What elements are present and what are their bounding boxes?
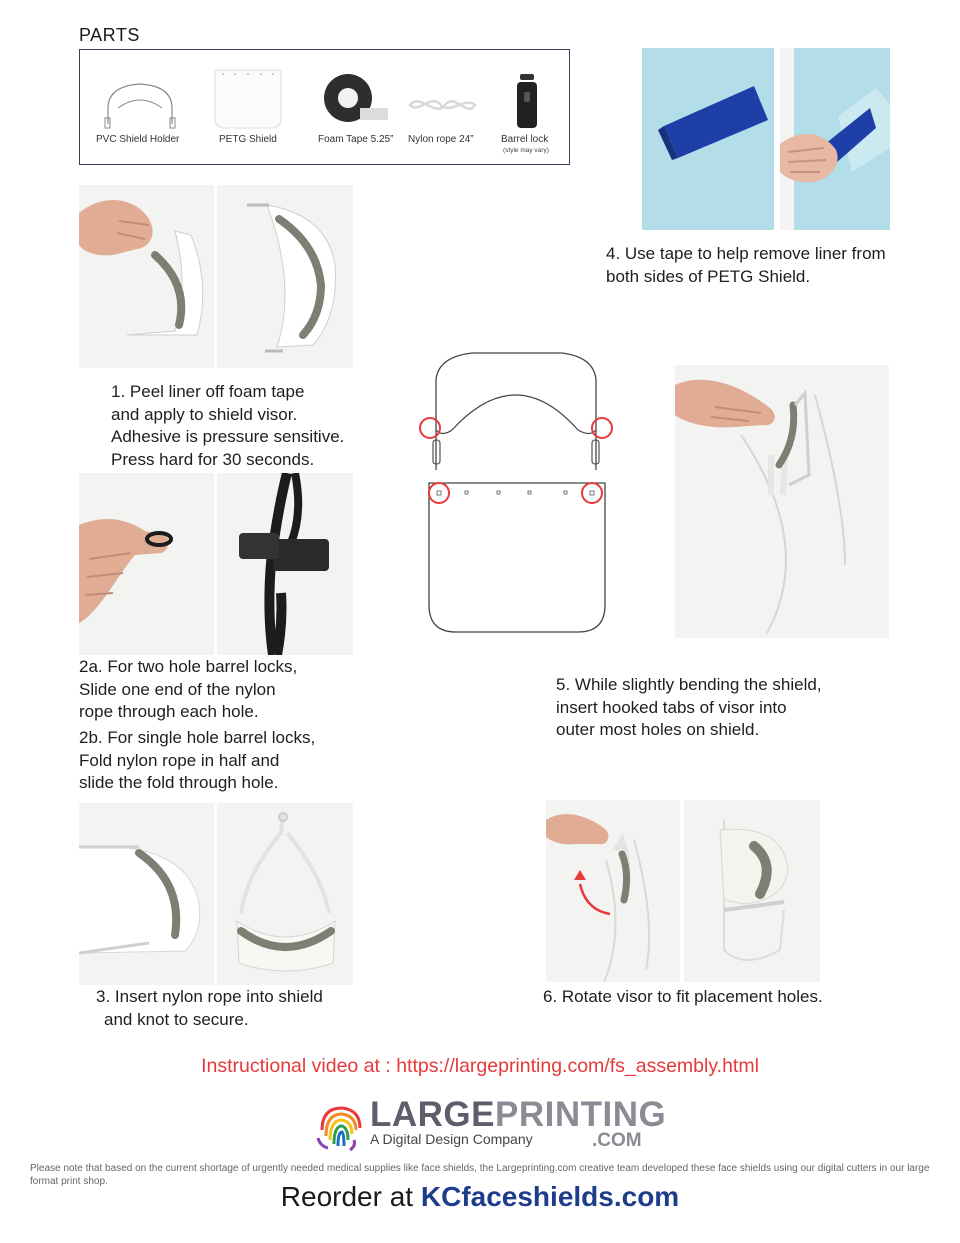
video-link[interactable]: https://largeprinting.com/fs_assembly.html [396, 1055, 759, 1077]
step6-photo-left [546, 800, 680, 982]
pvc-holder-image [100, 78, 180, 130]
part-label-petg: PETG Shield [219, 134, 277, 145]
barrel-lock-image [512, 70, 542, 132]
step1-photo-left [79, 185, 214, 368]
diagram-hole-left-marker [429, 483, 449, 503]
logo-tagline: A Digital Design Company [370, 1131, 533, 1147]
step6-text: 6. Rotate visor to fit placement holes. [543, 987, 823, 1006]
footnote: Please note that based on the current shortage of urgently needed medical supplies like face shields, the Largeprinting.com creative team developed these face shields using our digital cutters in our large format print shop. [30, 1163, 930, 1187]
nylon-rope-image [405, 90, 480, 120]
video-line [0, 1055, 960, 1078]
step2-photo-right [217, 473, 353, 655]
part-label-pvc: PVC Shield Holder [96, 134, 180, 145]
reorder-site-link[interactable]: KCfaceshields.com [420, 1181, 680, 1212]
part-note-barrel: (style may vary) [503, 147, 549, 154]
step4-text: 4. Use tape to help remove liner from both sides of PETG Shield. [606, 244, 886, 286]
step1-text: 1. Peel liner off foam tape and apply to shield visor. Adhesive is pressure sensitive. Press hard for 30 seconds. [111, 382, 345, 469]
step2a-text: 2a. For two hole barrel locks, Slide one end of the nylon rope through each hole. [79, 657, 298, 721]
step4-photo-right [780, 48, 890, 230]
part-label-foam: Foam Tape 5.25” [318, 134, 394, 145]
foam-tape-image [320, 68, 390, 128]
reorder-line [0, 1181, 960, 1213]
petg-shield-image [213, 68, 283, 130]
step2b-text: 2b. For single hole barrel locks, Fold nylon rope in half and slide the fold through hole. [79, 728, 316, 792]
parts-box [79, 49, 570, 165]
diagram-hole-right-marker [582, 483, 602, 503]
step2-photo-left [79, 473, 214, 655]
step1-photo-right [217, 185, 353, 368]
logo-dotcom: .COM [592, 1130, 642, 1151]
step6-photo-right [684, 800, 820, 982]
step5-text: 5. While slightly bending the shield, insert hooked tabs of visor into outer most holes on shield. [556, 675, 822, 739]
step4-photo-left [642, 48, 774, 230]
part-label-nylon: Nylon rope 24” [408, 134, 474, 145]
fingerprint-logo-icon [314, 1100, 366, 1152]
diagram-hook-left-marker [420, 418, 440, 438]
step3-text: 3. Insert nylon rope into shield and knot to secure. [96, 987, 323, 1029]
assembly-diagram [412, 345, 622, 640]
video-label: Instructional video at : [201, 1055, 397, 1077]
reorder-label: Reorder at [280, 1181, 421, 1212]
step5-photo [675, 365, 889, 638]
logo-wordmark: LARGEPRINTING [370, 1095, 667, 1134]
step3-photo-right [217, 803, 353, 985]
part-label-barrel: Barrel lock [501, 134, 549, 145]
diagram-hook-right-marker [592, 418, 612, 438]
step3-photo-left [79, 803, 214, 985]
parts-title: PARTS [79, 25, 140, 45]
